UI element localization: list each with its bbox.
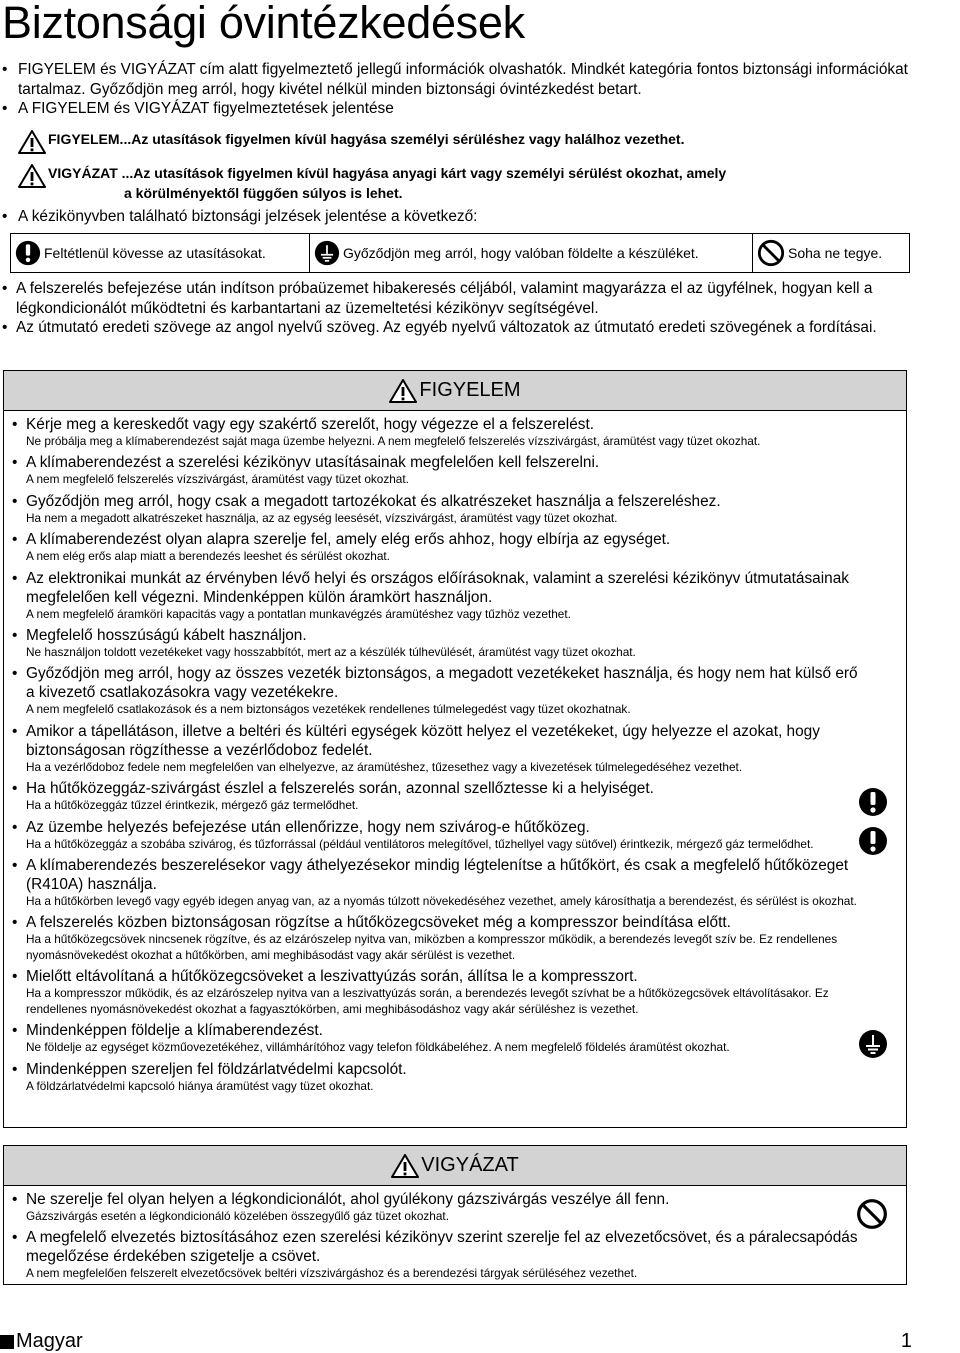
warning-triangle-icon — [18, 130, 46, 154]
list-item — [12, 722, 898, 775]
item-heading: • A klímaberendezést a szerelési kézikönyv utasításainak megfelelően kell felszerelni. — [26, 454, 600, 472]
caution-triangle-icon — [18, 164, 46, 188]
warning-section — [3, 370, 907, 1128]
symbol-ground-label: Győződjön meg arról, hogy valóban földelte a készüléket. — [343, 245, 699, 261]
item-heading: • Mielőtt eltávolítaná a hűtőközegcsöveket a leszivattyúzás során, állítsa le a kompresszort. — [26, 968, 638, 986]
item-note: A nem megfelelően felszerelt elvezetőcsövek beltéri vízszivárgáshoz és a berendezési tárgyak sérüléséhez vezethet. — [26, 1266, 638, 1281]
item-note: Ne próbálja meg a klímaberendezést saját maga üzembe helyezni. A nem megfelelő felszerelés vízszivárgást, áramütést vagy tüzet okozhat. — [26, 434, 761, 448]
ground-icon — [858, 1029, 888, 1059]
list-item — [12, 1060, 898, 1094]
list-item — [12, 1021, 898, 1055]
list-item — [12, 530, 898, 564]
item-heading: • Mindenképpen földelje a klímaberendezést. — [26, 1022, 323, 1040]
symbol-ground — [309, 234, 752, 272]
item-heading: • A megfelelő elvezetés biztosításához ezen szerelési kézikönyv szerint szerelje fel az elvezetőcsövet, és a páralecsapódás megelőzése érdekében szigetelje a csövet. — [26, 1229, 858, 1266]
symbol-must-label: Feltétlenül kövesse az utasításokat. — [44, 245, 266, 261]
item-heading: • Amikor a tápellátáson, illetve a beltéri és kültéri egységek között helyez el vezetékeket, úgy helyezze el azokat, hogy biztonságosan rögzíthesse a vezérlődoboz fedelét. — [26, 722, 820, 759]
item-note: A nem megfelelő csatlakozások és a nem biztonságos vezetékek rendellenes túlmelegedést vagy tüzet okozhatnak. — [26, 702, 631, 717]
caution-items — [4, 1186, 906, 1288]
symbols-intro-text: • A kézikönyvben található biztonsági jelzések jelentése a következő: — [2, 207, 477, 227]
exclamation-icon — [858, 826, 888, 856]
item-note: Ha a hűtőközeggáz tűzzel érintkezik, mérgező gáz termelődhet. — [26, 798, 359, 813]
item-heading: • Az elektronikai munkát az érvényben lévő helyi és országos előírásoknak, valamint a szerelési kézikönyv útmutatásainak megfelelően kell végezni. Mindenképpen külön áramkört használjon. — [26, 569, 849, 606]
list-item — [12, 967, 898, 1017]
intro-bullet: • FIGYELEM és VIGYÁZAT cím alatt figyelmeztető jellegű információk olvashatók. Mindkét kategória fontos biztonsági információkat tartalmaz. Győződjön meg arról, hogy kivétel nélkül minden biztonsági óvintézkedést betart. — [2, 60, 952, 99]
ground-icon — [314, 240, 340, 266]
list-item — [12, 415, 898, 449]
caution-triangle-icon — [391, 1154, 419, 1178]
item-note: A nem megfelelő felszerelés vízszivárgást, áramütést vagy tüzet okozhat. — [26, 472, 409, 487]
prohibit-icon — [757, 239, 785, 267]
item-heading: • Az üzembe helyezés befejezése után ellenőrizze, hogy nem szivárog-e hűtőközeg. — [26, 818, 590, 836]
caution-section-header — [4, 1146, 906, 1186]
legend-warning — [18, 130, 684, 154]
page-number: 1 — [900, 1330, 912, 1352]
list-item — [12, 856, 898, 909]
item-heading: • A klímaberendezést olyan alapra szerelje fel, amely elég erős ahhoz, hogy elbírja az egységet. — [26, 531, 671, 549]
item-note: A földzárlatvédelmi kapcsoló hiánya áramütést vagy tüzet okozhat. — [26, 1078, 374, 1093]
list-item — [12, 626, 898, 660]
caution-section-title: VIGYÁZAT — [421, 1154, 519, 1176]
item-heading: • Mindenképpen szereljen fel földzárlatvédelmi kapcsolót. — [26, 1060, 407, 1078]
intro-bullets-2 — [2, 279, 952, 338]
warning-items — [4, 411, 906, 1100]
symbol-prohibit — [752, 234, 909, 272]
item-heading: • Megfelelő hosszúságú kábelt használjon. — [26, 627, 307, 645]
intro-bullet: • A felszerelés befejezése után indítson próbaüzemet hibakeresés céljából, valamint magyarázza el az ügyfélnek, hogyan kell a légkondicionálót működtetni és karbantartani az üzemeltetési kézikönyv segítségével. — [2, 279, 952, 318]
exclamation-icon — [858, 787, 888, 817]
square-bullet-icon — [0, 1335, 14, 1349]
item-heading: • A felszerelés közben biztonságosan rögzítse a hűtőközegcsöveket még a kompresszor beindítása előtt. — [26, 914, 731, 932]
item-note: Ha nem a megadott alkatrészeket használja, az az egység leesését, vízszivárgást, áramütést vagy tüzet okozhat. — [26, 510, 618, 525]
legend-caution — [18, 164, 726, 204]
item-note: Ne használjon toldott vezetékeket vagy hosszabbítót, mert az a készülék túlhevülését, áramütést vagy tüzet okozhat. — [26, 645, 636, 660]
list-item — [12, 664, 898, 717]
symbols-box — [10, 233, 910, 273]
item-heading: • A klímaberendezés beszerelésekor vagy áthelyezésekor mindig légtelenítse a hűtőkört, és csak a megfelelő hűtőközeget (R410A) használja. — [26, 857, 849, 894]
item-heading: • Győződjön meg arról, hogy az összes vezeték biztonságos, a megadott vezetékeket használja, és hogy nem hat külső erő a kivezető csatlakozásokra vagy vezetékekre. — [26, 665, 858, 702]
intro-bullet: • Az útmutató eredeti szövege az angol nyelvű szöveg. Az egyéb nyelvű változatok az útmutató eredeti szövegének a fordításai. — [2, 318, 952, 338]
symbol-must — [11, 234, 309, 272]
item-heading: • Kérje meg a kereskedőt vagy egy szakértő szerelőt, hogy végezze el a felszerelést. — [26, 416, 595, 433]
symbols-intro — [2, 207, 477, 227]
item-note: Ha a hűtőközeggáz a szobába szivárog, és tűzforrással (például ventilátoros melegítővel, tűzhellyel vagy sütővel) érintkezik, mérgező gáz termelődhet. — [26, 836, 814, 851]
item-note: A nem elég erős alap miatt a berendezés leeshet és sérülést okozhat. — [26, 549, 390, 564]
caution-section — [3, 1145, 907, 1285]
intro-bullets — [2, 60, 952, 119]
warning-triangle-icon — [389, 379, 417, 403]
page-title: Biztonsági óvintézkedések — [2, 0, 525, 48]
item-note: Ha a vezérlődoboz fedele nem megfelelően van elhelyezve, az áramütéshez, tűzesethez vagy a kivezetések túlmelegedéséhez vezethet. — [26, 759, 743, 774]
list-item — [12, 1190, 898, 1224]
legend-caution-text: VIGYÁZAT ...Az utasítások figyelmen kívül hagyása anyagi kárt vagy személyi sérülést okozhat, amely — [48, 165, 727, 181]
list-item — [12, 818, 898, 852]
list-item — [12, 453, 898, 487]
item-note: Gázszivárgás esetén a légkondicionáló közelében összegyűlő gáz tüzet okozhat. — [26, 1209, 449, 1223]
list-item — [12, 569, 898, 622]
item-note: Ha a hűtőkörben levegő vagy egyéb idegen anyag van, az a nyomás túlzott növekedéséhez vezethet, amely károsíthatja a berendezést, és sérülést is okozhat. — [26, 894, 857, 909]
list-item — [12, 492, 898, 526]
item-note: Ha a hűtőközegcsövek nincsenek rögzítve, és az elzárószelep nyitva van, miközben a kompresszor működik, a berendezés levegőt szív be. Ez rendellenes nyomásnövekedést okozhat a hűtőkörben, ami meghibásodást vagy akár sérülést is vezethet. — [26, 932, 838, 962]
list-item — [12, 913, 898, 963]
item-heading: • Ha hűtőközeggáz-szivárgást észlel a felszerelés során, azonnal szellőztesse ki a helyiséget. — [26, 780, 654, 798]
item-note: Ha a kompresszor működik, és az elzárószelep nyitva van a leszivattyúzás során, a berendezés levegőt szívhat be a hűtőközegcsövek eltávolításakor. Ez rendellenes nyomásnövekedést okozhat a fagyasztókörben, ami meghibásodáshoz vagy akár sérüléshez is vezethet. — [26, 986, 829, 1016]
footer-language-label: Magyar — [16, 1330, 83, 1352]
item-note: Ne földelje az egységet közműovezetékéhez, villámhárítóhoz vagy telefon földkábeléhez. A nem megfelelő földelés áramütést okozhat. — [26, 1040, 730, 1055]
warning-section-header — [4, 371, 906, 411]
list-item — [12, 779, 898, 813]
footer-language — [0, 1330, 83, 1353]
legend-caution-text-2: a körülményektől függően súlyos is lehet. — [124, 185, 403, 201]
symbol-prohibit-label: Soha ne tegye. — [788, 245, 883, 261]
list-item — [12, 1228, 898, 1281]
legend-warning-text: FIGYELEM...Az utasítások figyelmen kívül hagyása személyi sérüléshez vagy halálhoz vezethet. — [48, 131, 685, 147]
item-heading: • Ne szerelje fel olyan helyen a légkondicionálót, ahol gyúlékony gázszivárgás veszélye áll fenn. — [26, 1191, 670, 1208]
warning-section-title: FIGYELEM — [419, 379, 521, 401]
prohibit-icon — [856, 1198, 888, 1230]
item-heading: • Győződjön meg arról, hogy csak a megadott tartozékokat és alkatrészeket használja a felszereléshez. — [26, 492, 721, 510]
exclamation-icon — [15, 240, 41, 266]
item-note: A nem megfelelő áramköri kapacitás vagy a pontatlan munkavégzés áramütéshez vagy tűzhöz vezethet. — [26, 606, 571, 621]
intro-bullet: • A FIGYELEM és VIGYÁZAT figyelmeztetések jelentése — [2, 99, 952, 119]
